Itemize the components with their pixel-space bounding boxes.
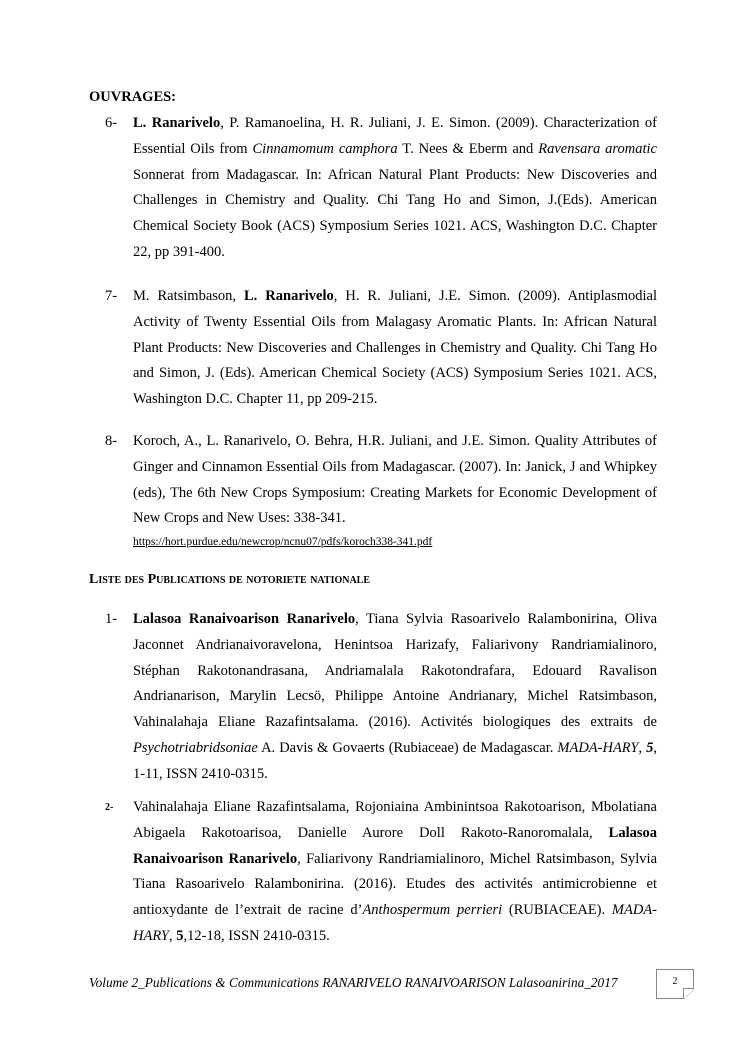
page-number-box bbox=[656, 969, 694, 999]
text-segment: , P. Ramanoelina, H. R. Juliani, J. E. Simon. (2009). Characterization of Essential Oils from bbox=[133, 115, 657, 157]
text-segment: T. Nees & Eberm and bbox=[397, 140, 539, 157]
entry-number: 8- bbox=[105, 433, 118, 449]
entry-number: 2- bbox=[105, 802, 114, 813]
bold-text: L. Ranarivelo bbox=[244, 288, 334, 304]
italic-text: MADA-HARY bbox=[557, 739, 639, 756]
reference-entry-7 bbox=[105, 284, 657, 413]
reference-link[interactable]: https://hort.purdue.edu/newcrop/ncnu07/pdfs/koroch338-341.pdf bbox=[133, 536, 433, 549]
entry-number: 1- bbox=[105, 611, 118, 627]
text-segment: , 1-11, ISSN 2410-0315. bbox=[133, 739, 658, 782]
page-number: 2 bbox=[672, 976, 678, 987]
entry-text bbox=[133, 795, 657, 950]
bold-text: 5 bbox=[646, 739, 654, 756]
entry-text bbox=[133, 111, 657, 266]
page-corner-fold bbox=[683, 988, 694, 999]
entry-text bbox=[133, 433, 657, 526]
italic-text: Psychotriabridsoniae bbox=[133, 739, 258, 756]
text-segment: Vahinalahaja Eliane Razafintsalama, Rojoniaina Ambinintsoa Rakotoarison, Mbolatiana Abigaela Rakotoarisoa, Danielle Aurore Doll Rakoto-Ranoromalala, bbox=[133, 799, 657, 841]
ouvrages-heading: OUVRAGES: bbox=[89, 89, 177, 105]
bold-text: Lalasoa Ranaivoarison Ranarivelo bbox=[133, 824, 657, 867]
italic-text: MADA-HARY bbox=[133, 902, 657, 944]
text-segment: , bbox=[638, 739, 647, 756]
italic-text: Anthospermum perrieri bbox=[362, 902, 503, 919]
entry-text bbox=[133, 607, 657, 788]
text-segment: (RUBIACEAE). bbox=[502, 902, 612, 919]
text-segment: , Faliarivony Randriamialinoro, Michel Ratsimbason, Sylvia Tiana Rasoarivelo Ralambonirina. (2016). Etudes des activités antimicrobienne et antioxydante de l’extrait de racine d’ bbox=[133, 850, 657, 919]
text-segment: Koroch, A., L. Ranarivelo, O. Behra, H.R. Juliani, and J.E. Simon. Quality Attributes of Ginger and Cinnamon Essential Oils from Madagascar. (2007). In: Janick, J and Whipkey (eds), The 6th New Crops Symposium: Creating Markets for Economic Development of New Crops and New Uses: 338-341. bbox=[133, 433, 657, 527]
italic-text: Ravensara aromatic bbox=[538, 140, 657, 157]
bold-text: Lalasoa Ranaivoarison Ranarivelo bbox=[133, 611, 356, 627]
text-segment: ,12-18, ISSN 2410-0315. bbox=[183, 927, 330, 944]
publication-entry-1 bbox=[105, 607, 657, 788]
text-segment: , Tiana Sylvia Rasoarivelo Ralambonirina, Oliva Jaconnet Andrianaivoravelona, Henintsoa Harizafy, Faliarivony Randriamialinoro, Stéphan Rakotonandrasana, Andriamalala Rakotondrafara, Edouard Ravalison Andrianarison, Marylin Lecsö, Philippe Antoine Andrianary, Michel Ratsimbason, Vahinalahaja Eliane Razafintsalama. (2016). Activités biologiques des extraits de bbox=[133, 611, 658, 731]
bold-text: 5 bbox=[176, 927, 184, 944]
entry-number: 7- bbox=[105, 288, 118, 304]
text-segment: , bbox=[169, 927, 177, 944]
entry-number: 6- bbox=[105, 115, 118, 131]
reference-entry-8 bbox=[105, 429, 657, 552]
italic-text: Cinnamomum camphora bbox=[252, 140, 398, 157]
bold-text: L. Ranarivelo bbox=[133, 115, 221, 131]
reference-entry-6 bbox=[105, 111, 657, 266]
nationale-heading: Liste des Publications de notoriete nationale bbox=[89, 572, 371, 587]
text-segment: , H. R. Juliani, J.E. Simon. (2009). Antiplasmodial Activity of Twenty Essential Oils from Malagasy Aromatic Plants. In: African Natural Plant Products: New Discoveries and Challenges in Chemistry and Quality. Chi Tang Ho and Simon, J. (Eds). American Chemical Society (ACS) Symposium Series 1021. ACS, Washington D.C. Chapter 11, pp 209-215. bbox=[133, 288, 657, 408]
footer-text: Volume 2_Publications & Communications RANARIVELO RANAIVOARISON Lalasoanirina_2017 bbox=[89, 975, 618, 990]
text-segment: A. Davis & Govaerts (Rubiaceae) de Madagascar. bbox=[257, 739, 558, 756]
entry-text bbox=[133, 284, 657, 413]
text-segment: M. Ratsimbason, bbox=[133, 288, 245, 304]
text-segment: Sonnerat from Madagascar. In: African Natural Plant Products: New Discoveries and Challenges in Chemistry and Quality. Chi Tang Ho and Simon, J.(Eds). American Chemical Society Book (ACS) Symposium Series 1021. ACS, Washington D.C. Chapter 22, pp 391-400. bbox=[133, 166, 657, 260]
publication-entry-2 bbox=[105, 795, 657, 950]
